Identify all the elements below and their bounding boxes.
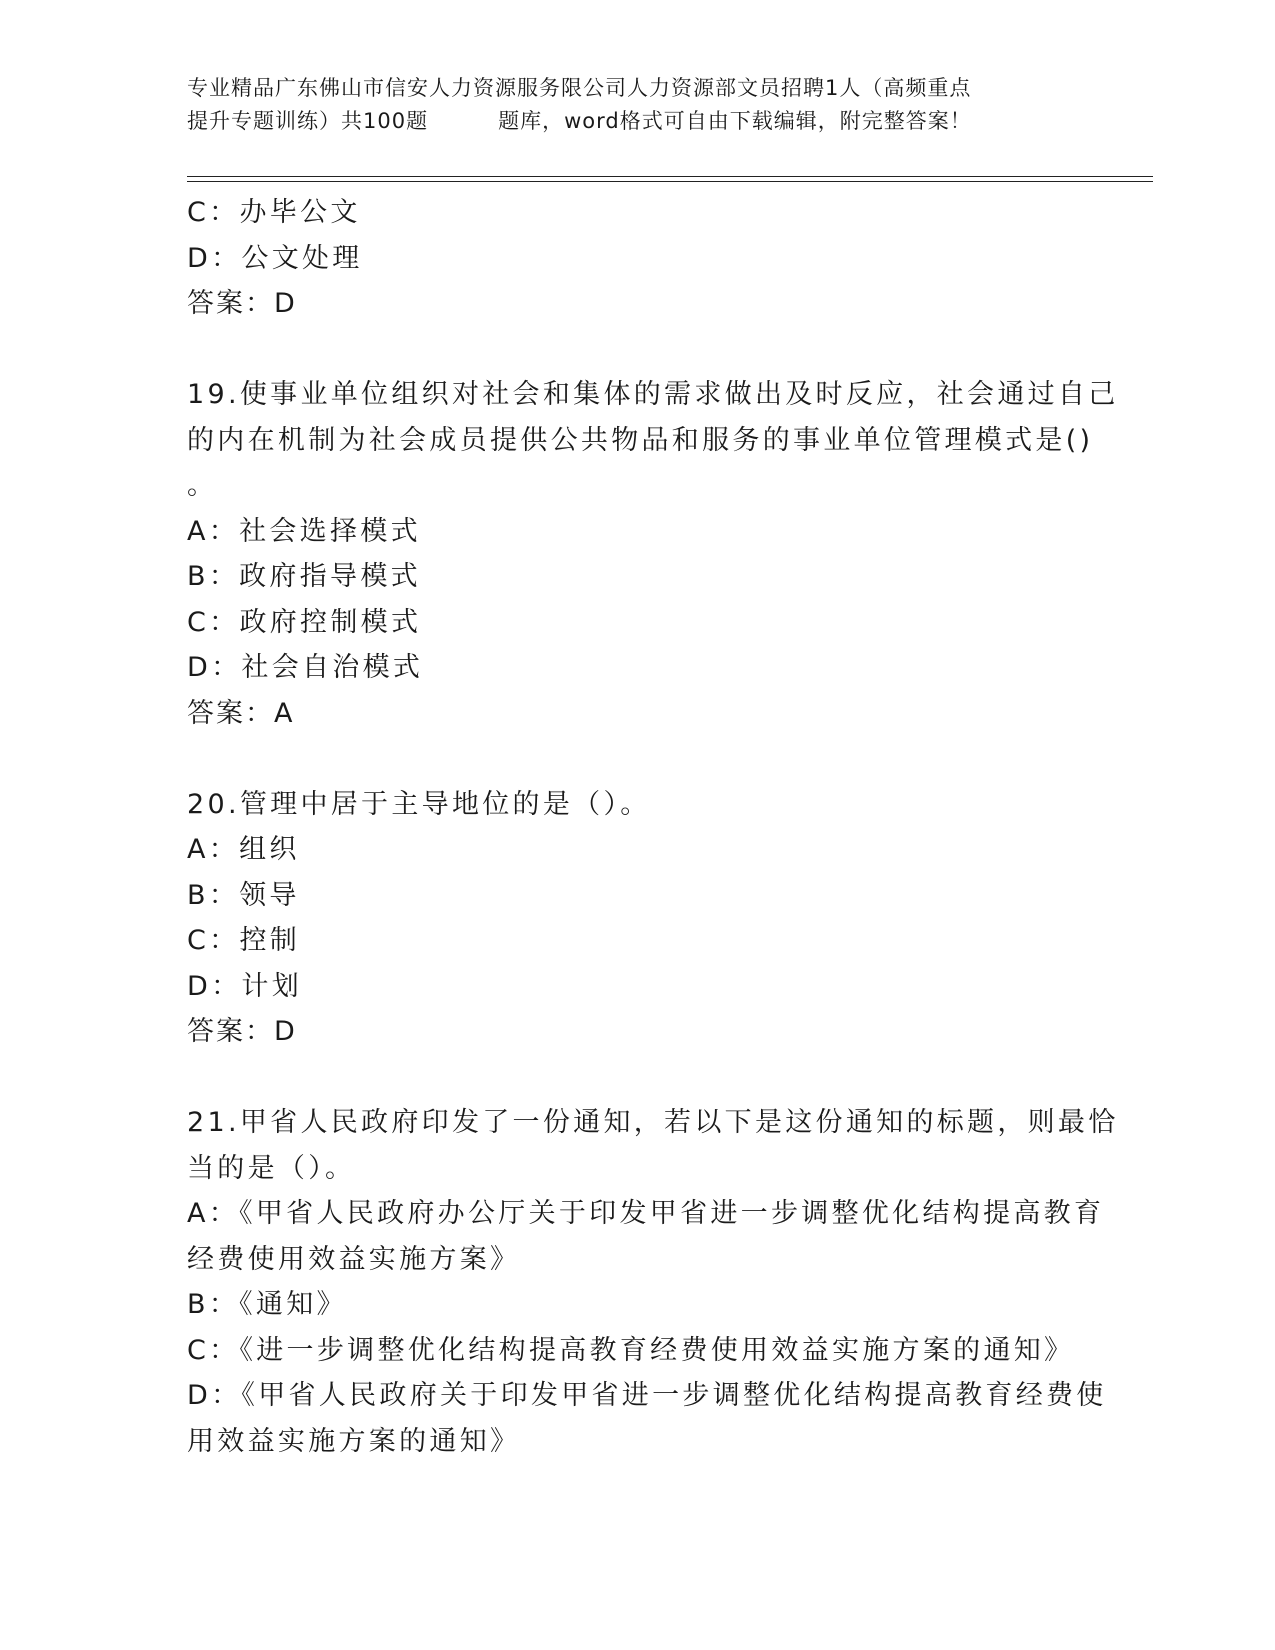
header-rule-bottom [187,181,1153,182]
header-rule-top [187,176,1153,177]
question-19 [187,372,1119,736]
q21-option-b: B：《通知》 [187,1289,347,1320]
question-21 [187,1100,1119,1464]
q21-stem-line-1: 21.甲省人民政府印发了一份通知，若以下是这份通知的标题，则最恰 [187,1107,1119,1138]
q20-option-b: B：领导 [187,879,300,911]
q19-stem-line-2: 的内在机制为社会成员提供公共物品和服务的事业单位管理模式是() [187,424,1094,456]
q19-option-c: C：政府控制模式 [187,606,422,638]
header-line-1: 专业精品广东佛山市信安人力资源服务限公司人力资源部文员招聘1人（高频重点 [187,76,972,100]
q19-option-b: B：政府指导模式 [187,561,421,592]
q18-answer: 答案：D [187,288,297,319]
q19-stem-line-1: 19.使事业单位组织对社会和集体的需求做出及时反应，社会通过自己 [187,379,1119,410]
q20-stem: 20.管理中居于主导地位的是（）。 [187,788,651,820]
q21-option-a-line-2: 经费使用效益实施方案》 [187,1243,521,1275]
spacer [187,1055,1087,1101]
q19-option-a: A：社会选择模式 [187,515,421,547]
q18-option-d: D：公文处理 [187,242,363,274]
q20-answer: 答案：D [187,1016,297,1047]
q20-option-a: A：组织 [187,834,300,865]
q21-option-c: C：《进一步调整优化结构提高教育经费使用效益实施方案的通知》 [187,1334,1075,1366]
header-line-2 [187,105,1087,138]
question-20 [187,782,1087,1055]
q18-option-c: C：办毕公文 [187,197,361,228]
question-18-tail [187,190,1087,327]
question-content [187,190,1119,1464]
q19-stem-line-3: 。 [187,470,218,501]
q19-option-d: D：社会自治模式 [187,652,424,683]
q19-answer: 答案：A [187,697,295,729]
header-line-2-left: 提升专题训练）共100题 [187,109,429,133]
q20-option-c: C：控制 [187,925,301,956]
q21-option-d-line-2: 用效益实施方案的通知》 [187,1425,521,1457]
q21-option-d-line-1: D：《甲省人民政府关于印发甲省进一步调整优化结构提高教育经费使 [187,1380,1107,1411]
spacer [187,327,1087,373]
q20-option-d: D：计划 [187,970,302,1002]
q21-option-a-line-1: A：《甲省人民政府办公厅关于印发甲省进一步调整优化结构提高教育 [187,1198,1105,1229]
q21-stem-line-2: 当的是（）。 [187,1152,356,1184]
header-line-2-right: 题库，word格式可自由下载编辑，附完整答案！ [498,109,972,133]
spacer [187,736,1087,782]
page-header [187,72,1087,138]
